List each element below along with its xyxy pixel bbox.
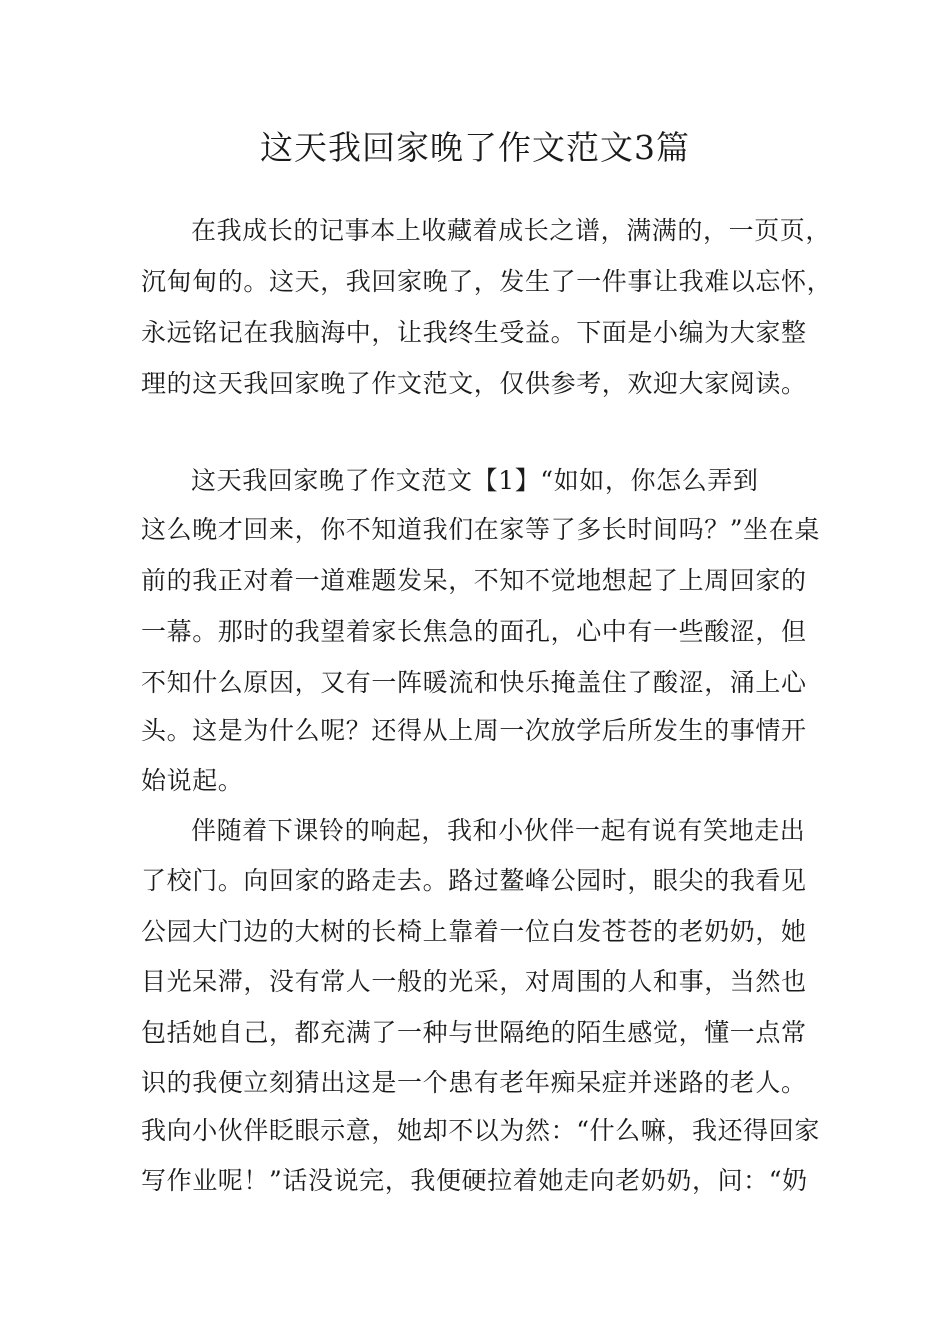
essay-line: 目光呆滞，没有常人一般的光采，对周围的人和事，当然也 [141,967,807,996]
essay-line: 始说起。 [141,766,244,795]
intro-line: 理的这天我回家晚了作文范文，仅供参考，欢迎大家阅读。 [141,369,807,398]
essay-line: 识的我便立刻猜出这是一个患有老年痴呆症并迷路的老人。 [141,1068,807,1097]
essay-line: 前的我正对着一道难题发呆，不知不觉地想起了上周回家的 [141,566,807,595]
document-title: 这天我回家晚了作文范文3篇 [260,128,690,167]
essay-line: 包括她自己，都充满了一种与世隔绝的陌生感觉，懂一点常 [141,1018,807,1047]
intro-line: 在我成长的记事本上收藏着成长之谱，满满的，一页页， [191,216,832,245]
essay-line: 这天我回家晚了作文范文【1】“如如，你怎么弄到 [191,466,759,495]
essay-line: 公园大门边的大树的长椅上靠着一位白发苍苍的老奶奶，她 [141,917,807,946]
intro-line: 永远铭记在我脑海中，让我终生受益。下面是小编为大家整 [141,318,807,347]
essay-line: 伴随着下课铃的响起，我和小伙伴一起有说有笑地走出 [191,816,806,845]
essay-line: 我向小伙伴眨眼示意，她却不以为然：“什么嘛，我还得回家 [141,1116,820,1145]
essay-line: 写作业呢！”话没说完，我便硬拉着她走向老奶奶，问：“奶 [141,1166,808,1195]
intro-line: 沉甸甸的。这天，我回家晚了，发生了一件事让我难以忘怀， [141,267,833,296]
essay-line: 这么晚才回来，你不知道我们在家等了多长时间吗？”坐在桌 [141,515,820,544]
essay-line: 了校门。向回家的路走去。路过鳌峰公园时，眼尖的我看见 [141,866,807,895]
essay-line: 一幕。那时的我望着家长焦急的面孔，心中有一些酸涩，但 [141,617,807,646]
essay-line: 不知什么原因，又有一阵暖流和快乐掩盖住了酸涩，涌上心 [141,668,807,697]
essay-line: 头。这是为什么呢？还得从上周一次放学后所发生的事情开 [141,716,807,745]
